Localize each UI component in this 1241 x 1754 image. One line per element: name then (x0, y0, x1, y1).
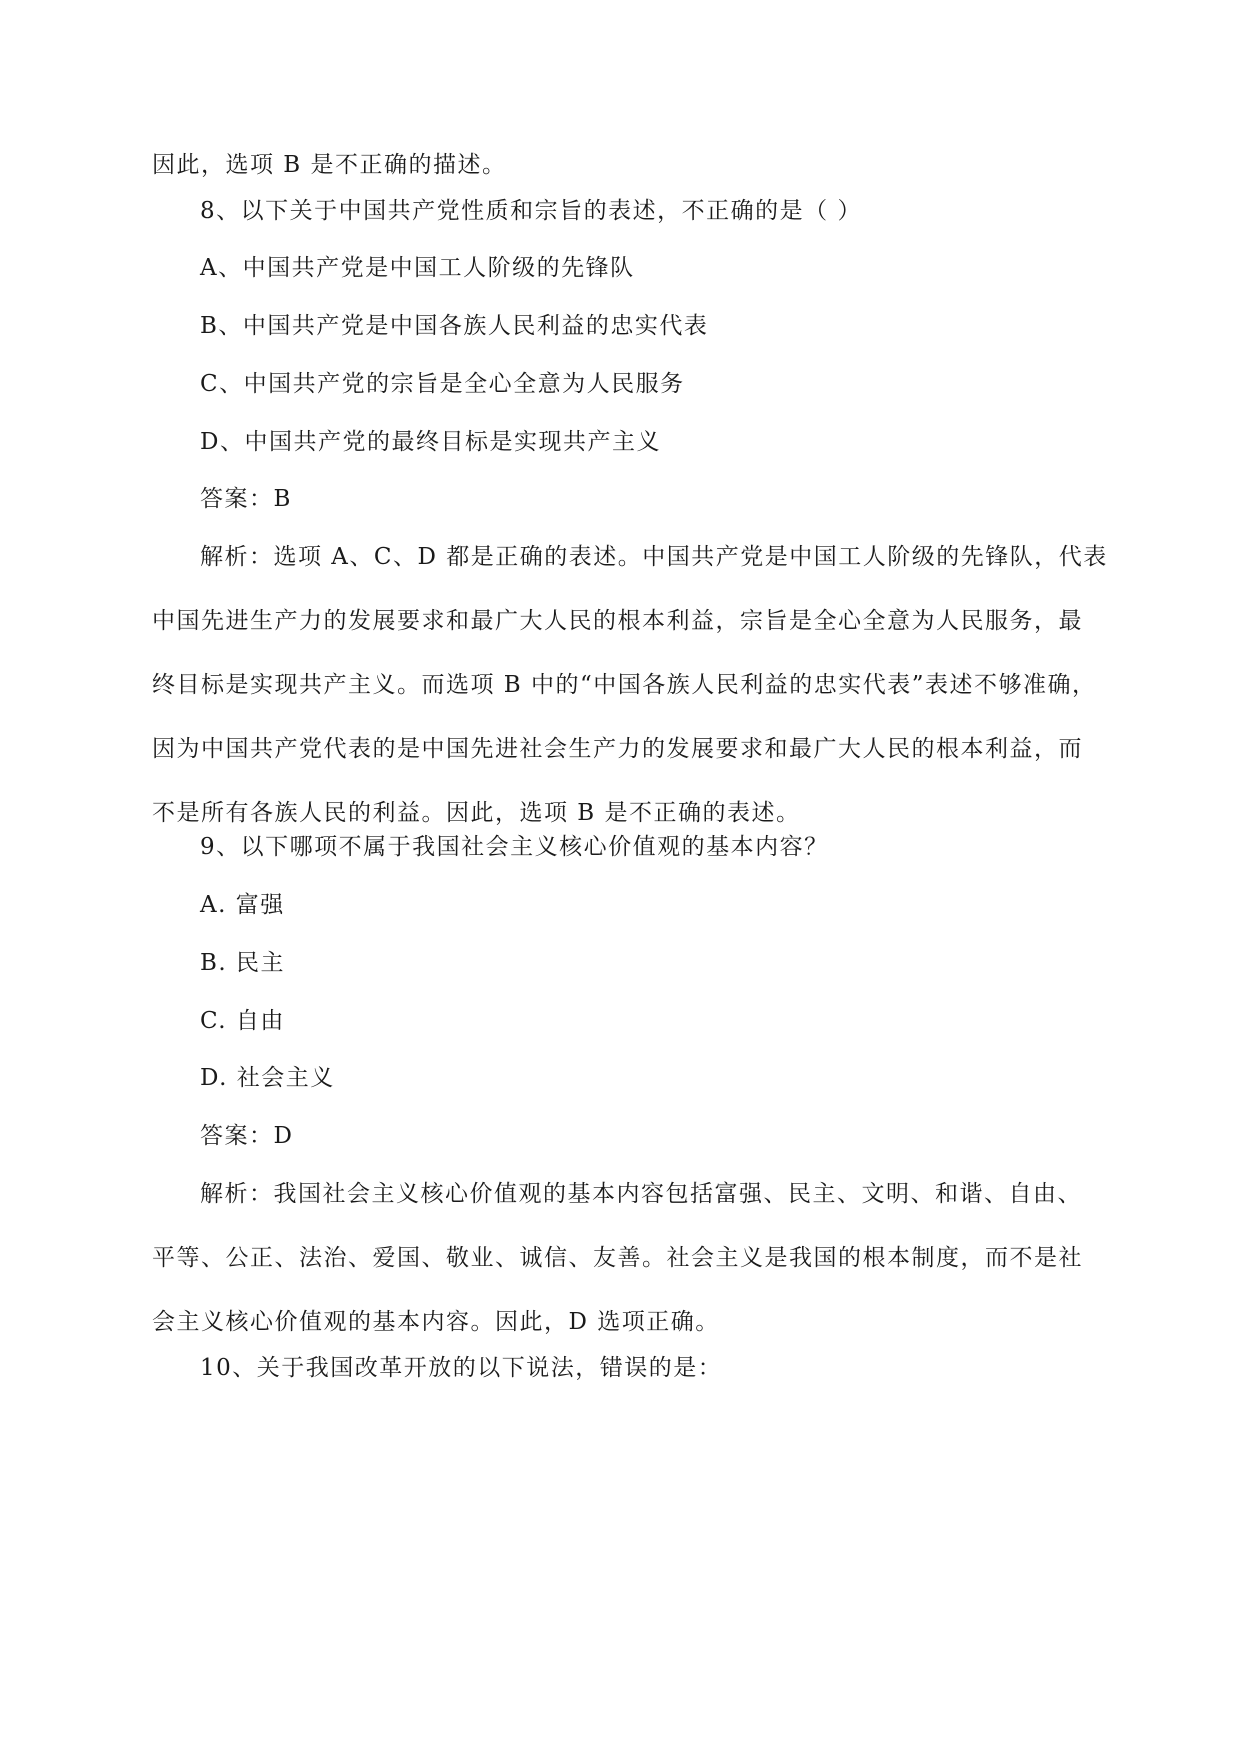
question-10: 10、关于我国改革开放的以下说法，错误的是： (200, 1355, 723, 1381)
explanation-line: 因为中国共产党代表的是中国先进社会生产力的发展要求和最广大人民的根本利益，而 (152, 736, 1083, 762)
question-8-option-a: A、中国共产党是中国工人阶级的先锋队 (200, 255, 635, 281)
question-8-option-c: C、中国共产党的宗旨是全心全意为人民服务 (200, 371, 685, 397)
explanation-line: 解析：选项 A、C、D 都是正确的表述。中国共产党是中国工人阶级的先锋队，代表 (200, 544, 1108, 570)
question-9: 9、以下哪项不属于我国社会主义核心价值观的基本内容？ (200, 834, 829, 860)
paragraph-line: 因此，选项 B 是不正确的描述。 (152, 152, 507, 178)
explanation-line: 终目标是实现共产主义。而选项 B 中的“中国各族人民利益的忠实代表”表述不够准确， (152, 672, 1097, 698)
explanation-line: 不是所有各族人民的利益。因此，选项 B 是不正确的表述。 (152, 800, 801, 826)
explanation-line: 平等、公正、法治、爱国、敬业、诚信、友善。社会主义是我国的根本制度，而不是社 (152, 1245, 1083, 1271)
question-9-option-c: C. 自由 (200, 1008, 285, 1034)
question-8-option-b: B、中国共产党是中国各族人民利益的忠实代表 (200, 313, 709, 339)
question-9-option-b: B. 民主 (200, 950, 286, 976)
question-8-answer: 答案：B (200, 486, 292, 512)
question-9-option-a: A. 富强 (200, 892, 285, 918)
explanation-line: 会主义核心价值观的基本内容。因此，D 选项正确。 (152, 1309, 720, 1335)
question-8-explanation (152, 542, 1108, 862)
question-9-explanation (152, 1179, 1092, 1371)
question-8: 8、以下关于中国共产党性质和宗旨的表述，不正确的是（ ） (200, 198, 862, 224)
question-9-option-d: D. 社会主义 (200, 1065, 335, 1091)
question-8-option-d: D、中国共产党的最终目标是实现共产主义 (200, 429, 661, 455)
question-9-answer: 答案：D (200, 1123, 294, 1149)
explanation-line: 解析：我国社会主义核心价值观的基本内容包括富强、民主、文明、和谐、自由、 (200, 1181, 1082, 1207)
explanation-line: 中国先进生产力的发展要求和最广大人民的根本利益，宗旨是全心全意为人民服务，最 (152, 608, 1083, 634)
